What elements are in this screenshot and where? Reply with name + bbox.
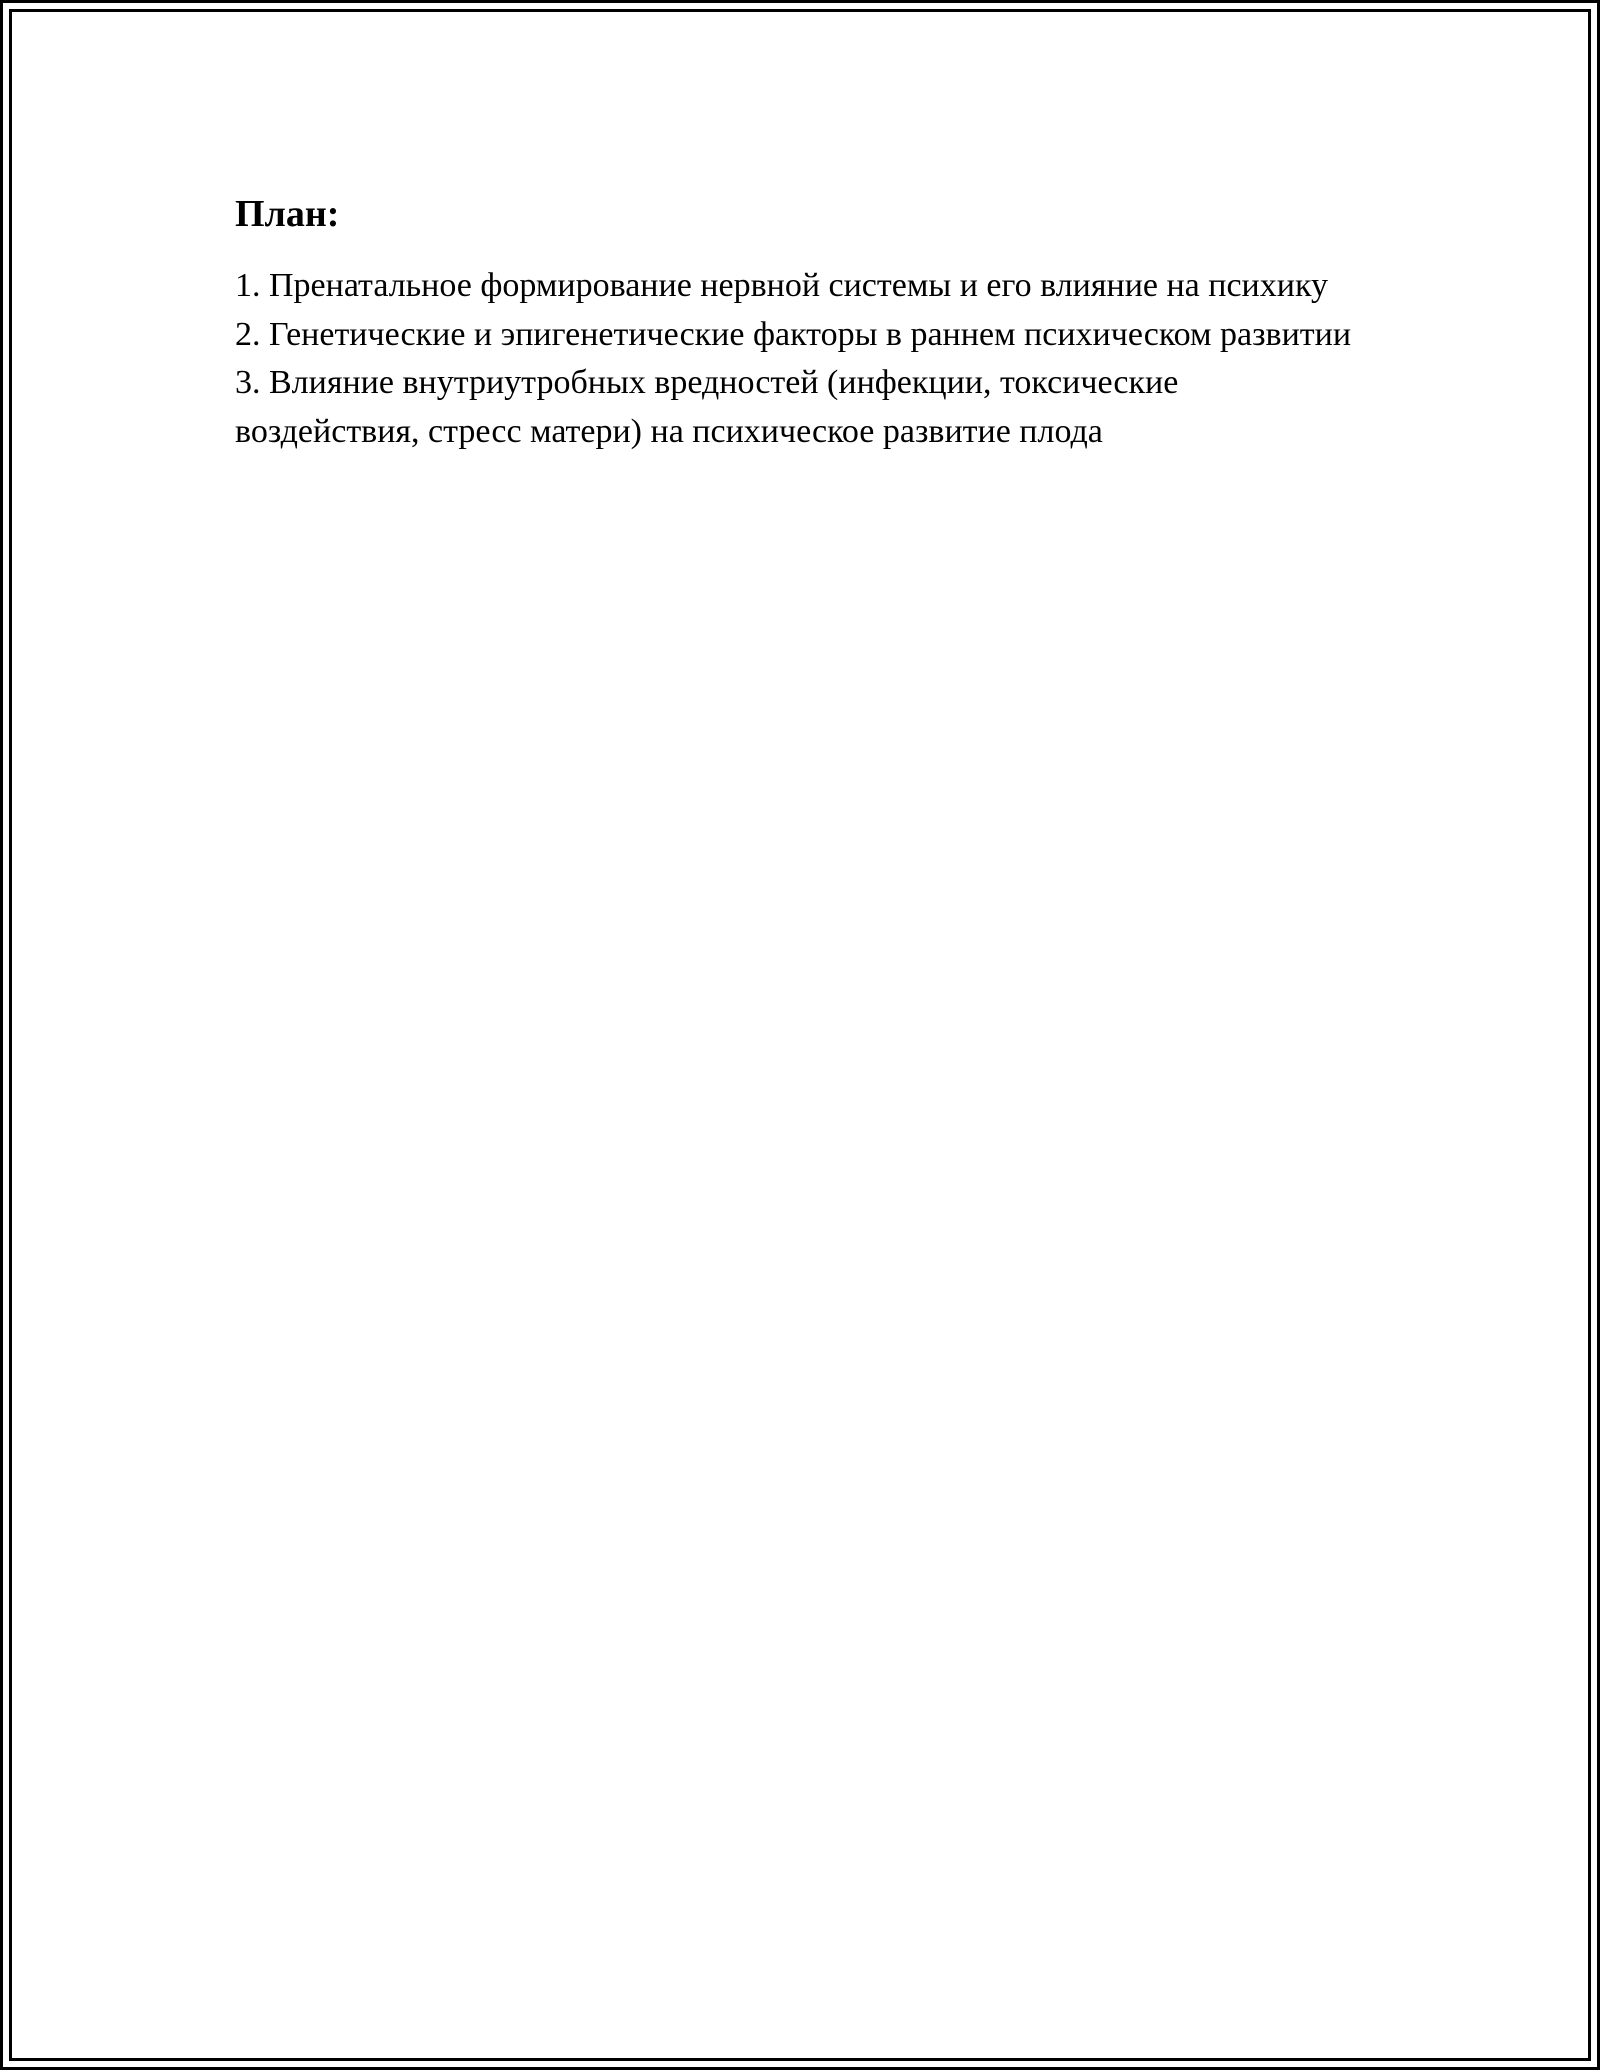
plan-item-3: 3. Влияние внутриутробных вредностей (инфекции, токсические воздействия, стресс матери) на психическое развитие плода xyxy=(235,364,1179,450)
plan-item-1: 1. Пренатальное формирование нервной системы и его влияние на психику xyxy=(235,267,1328,304)
document-body xyxy=(235,188,1365,456)
plan-item-2: 2. Генетические и эпигенетические факторы в раннем психическом развитии xyxy=(235,315,1352,353)
plan-heading: План: xyxy=(235,193,340,235)
plan-list xyxy=(235,262,1365,456)
